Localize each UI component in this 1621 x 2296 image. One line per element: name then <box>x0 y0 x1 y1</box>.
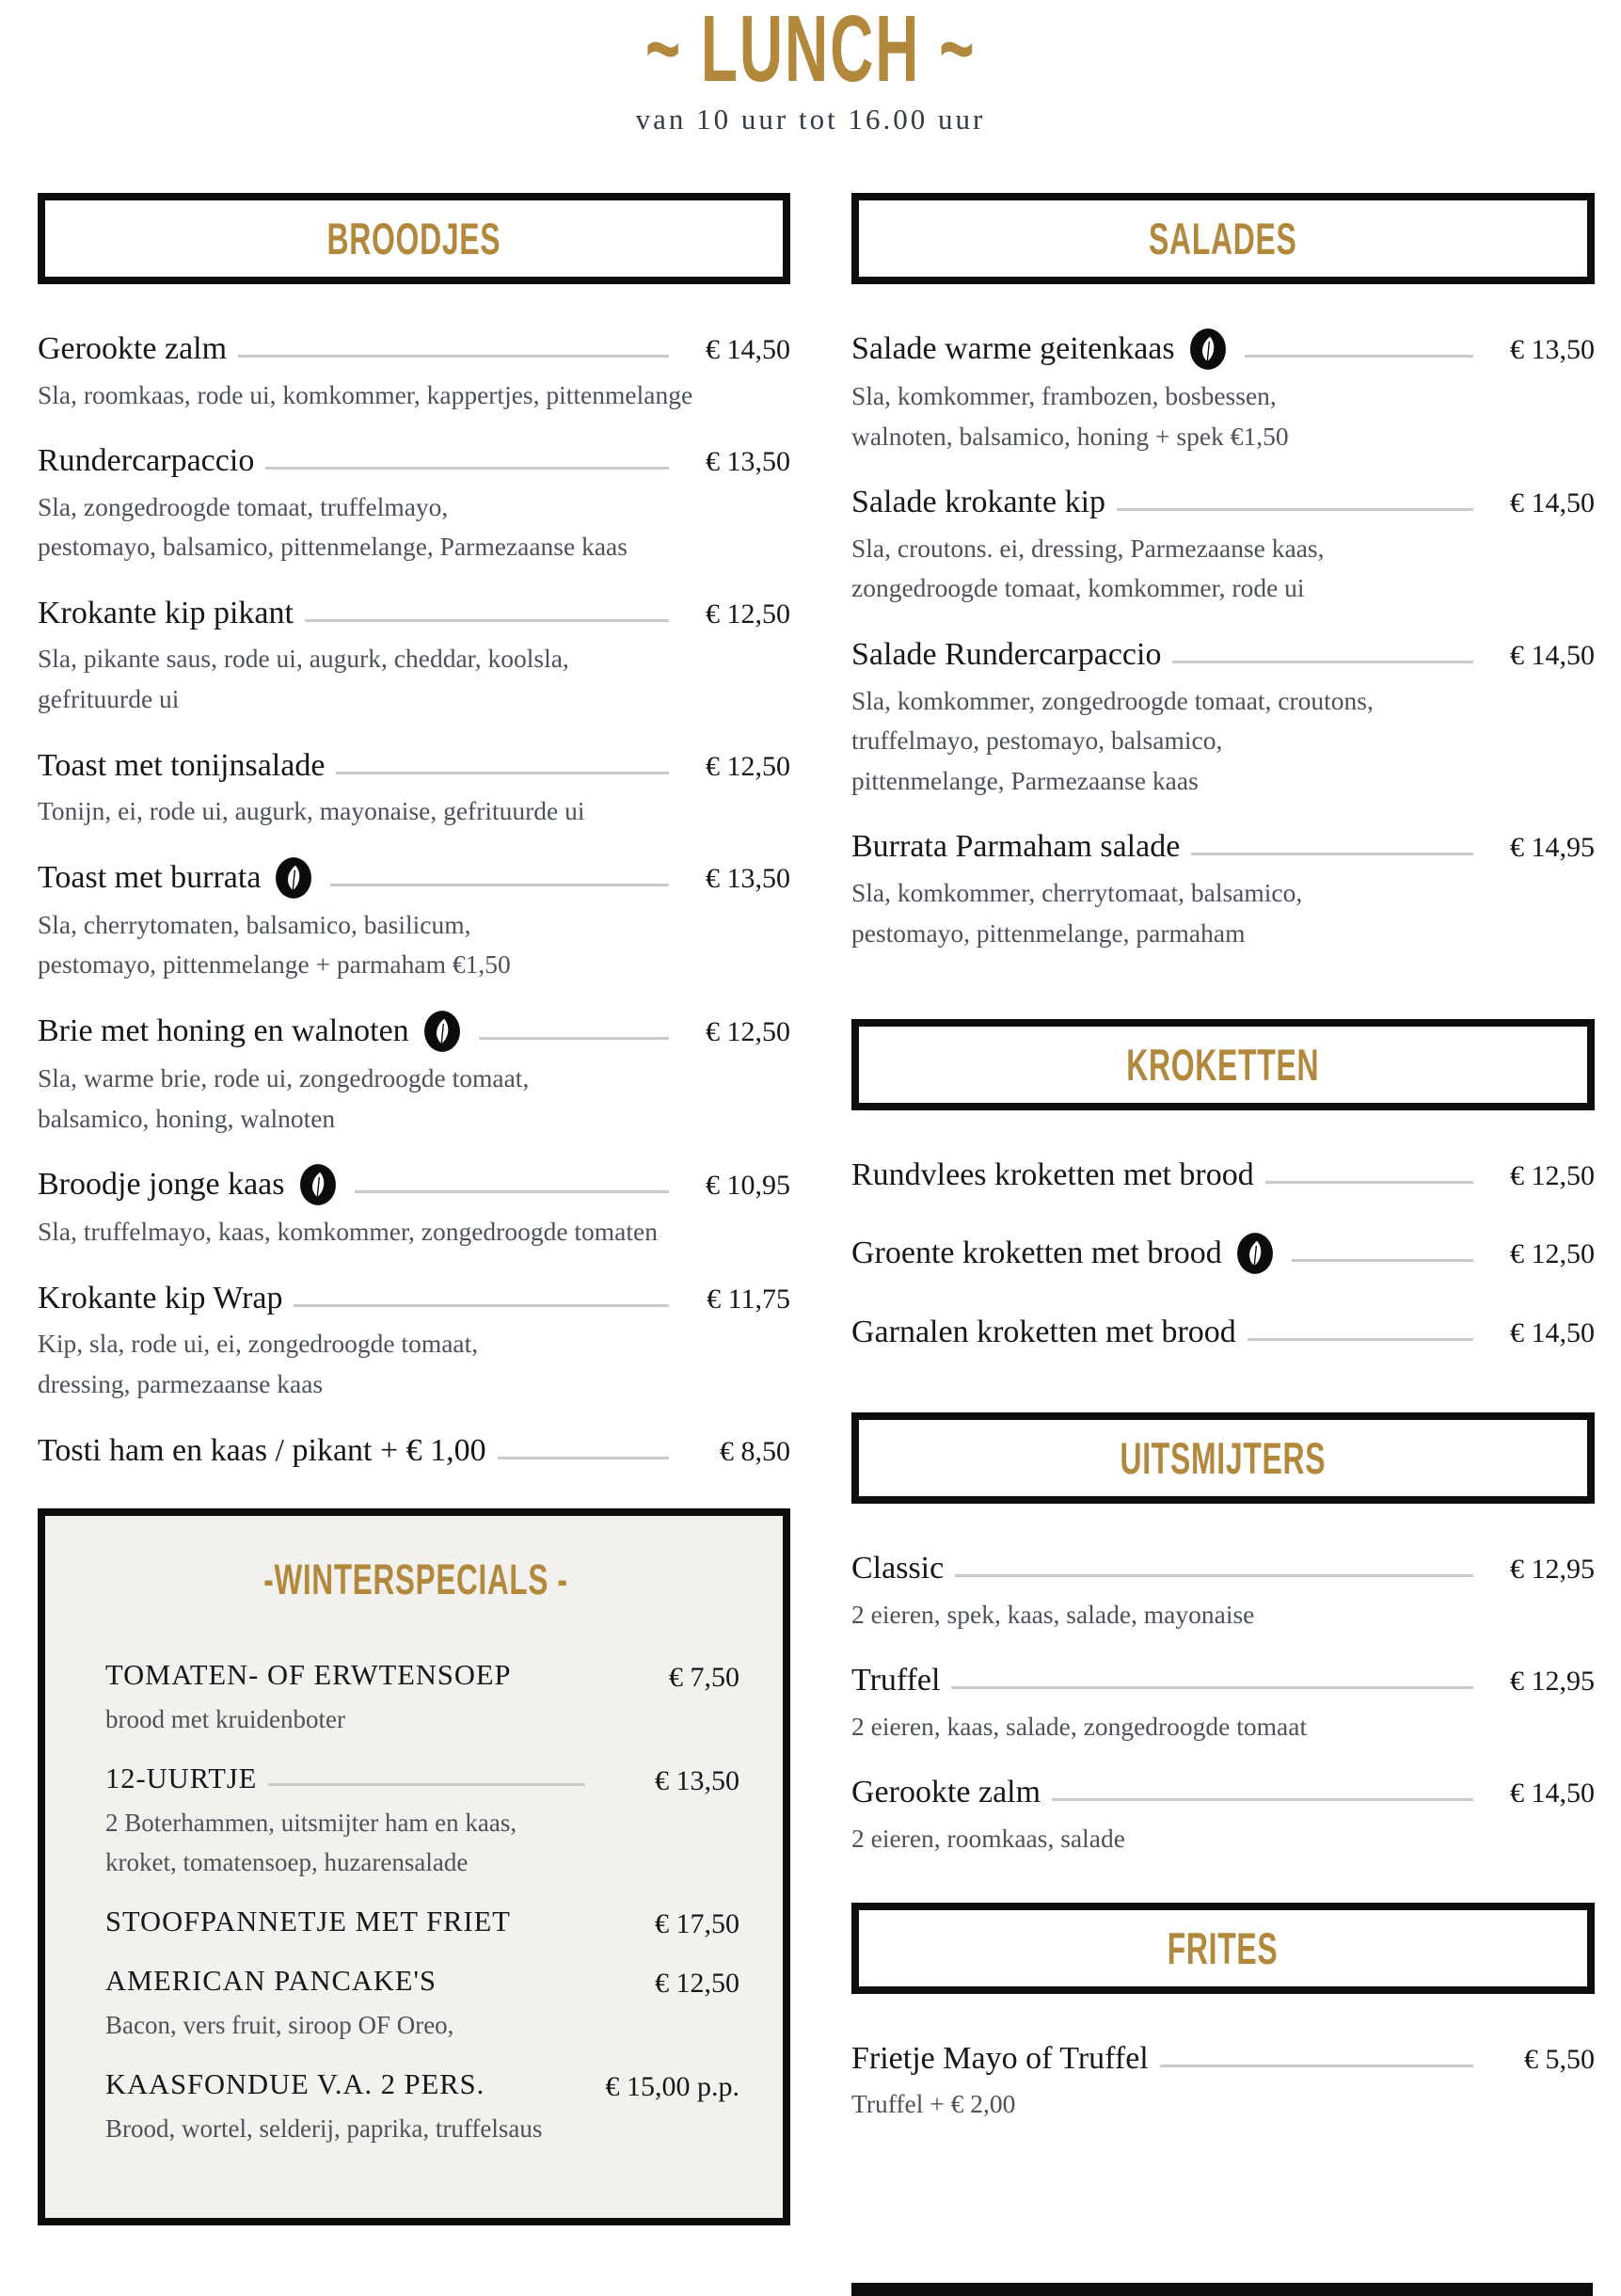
item-price: € 14,50 <box>1510 1778 1595 1810</box>
item-name: TOMATEN- OF ERWTENSOEP <box>105 1659 512 1692</box>
leader-line <box>238 355 669 358</box>
leader-line <box>955 1574 1473 1577</box>
menu-item-row <box>851 1234 1595 1275</box>
item-name: Salade Rundercarpaccio <box>851 637 1162 672</box>
item-name: Classic <box>851 1551 945 1586</box>
leader-line <box>951 1686 1473 1689</box>
section-header-winterspecials <box>92 1555 739 1604</box>
section-frites-items <box>851 2039 1595 2125</box>
menu-item-row <box>851 483 1595 523</box>
menu-item <box>851 329 1595 456</box>
item-name: Gerookte zalm <box>851 1775 1041 1810</box>
leader-line <box>1052 1798 1473 1801</box>
menu-item <box>851 1313 1595 1353</box>
vegetarian-leaf-icon <box>296 1163 340 1206</box>
item-price: € 13,50 <box>1510 334 1595 365</box>
leader-line <box>336 772 669 774</box>
item-name: Krokante kip Wrap <box>38 1280 283 1315</box>
item-name: Krokante kip pikant <box>38 595 294 630</box>
leader-line <box>1245 355 1473 358</box>
section-uitsmijters-items <box>851 1549 1595 1858</box>
menu-item <box>851 1234 1595 1275</box>
menu-item <box>851 1773 1595 1858</box>
item-description: Sla, komkommer, cherrytomaat, balsamico, pestomayo, pittenmelange, parmaham <box>851 877 1303 948</box>
item-description: Brood, wortel, selderij, paprika, truffelsaus <box>105 2113 543 2143</box>
item-description: Tonijn, ei, rode ui, augurk, mayonaise, gefrituurde ui <box>38 796 585 826</box>
section-kroketten-items <box>851 1156 1595 1352</box>
vegetarian-leaf-icon <box>1186 327 1230 371</box>
vegetarian-leaf-icon <box>272 856 315 900</box>
item-description: Sla, warme brie, rode ui, zongedroogde tomaat, balsamico, honing, walnoten <box>38 1063 530 1133</box>
section-header-frites <box>851 1903 1595 1994</box>
item-description: Sla, komkommer, zongedroogde tomaat, croutons, truffelmayo, pestomayo, balsamico, pittenmelange, Parmezaanse kaas <box>851 685 1374 795</box>
section-header-uitsmijters <box>851 1412 1595 1504</box>
menu-item <box>851 827 1595 953</box>
menu-item <box>38 1279 790 1405</box>
leader-line <box>498 1457 669 1459</box>
menu-item-row <box>105 1761 739 1799</box>
item-name: STOOFPANNETJE MET FRIET <box>105 1905 511 1937</box>
section-header-kroketten <box>851 1019 1595 1110</box>
menu-item-row <box>105 2066 739 2105</box>
section-salades-items <box>851 329 1595 953</box>
leader-line <box>294 1304 669 1307</box>
leader-line <box>1292 1259 1473 1262</box>
section-header-salades <box>851 193 1595 284</box>
menu-item <box>38 1431 790 1472</box>
menu-item-row <box>38 1279 790 1319</box>
item-description: Sla, truffelmayo, kaas, komkommer, zongedroogde tomaten <box>38 1217 658 1247</box>
item-price: € 12,50 <box>655 1967 739 1999</box>
vegetarian-leaf-icon <box>421 1010 464 1053</box>
menu-item <box>38 329 790 415</box>
item-name: KAASFONDUE V.A. 2 PERS. <box>105 2067 485 2100</box>
item-description: 2 eieren, kaas, salade, zongedroogde tomaat <box>851 1711 1308 1741</box>
menu-item <box>851 1661 1595 1746</box>
item-description: Sla, cherrytomaten, balsamico, basilicum, pestomayo, pittenmelange + parmaham €1,50 <box>38 909 511 980</box>
leader-line <box>268 1783 585 1786</box>
leader-line <box>265 467 669 470</box>
leader-line <box>1248 1338 1473 1341</box>
item-name: Rundvlees kroketten met brood <box>851 1157 1254 1193</box>
menu-item-row <box>38 858 790 900</box>
item-description: Sla, zongedroogde tomaat, truffelmayo, pestomayo, balsamico, pittenmelange, Parmezaanse kaas <box>38 491 628 562</box>
menu-item-row <box>851 1313 1595 1353</box>
menu-item-row <box>851 329 1595 371</box>
item-price: € 12,50 <box>706 1016 790 1047</box>
menu-item-row <box>38 441 790 482</box>
winterspecials-box <box>38 1508 790 2225</box>
item-name: Gerookte zalm <box>38 331 228 366</box>
item-price: € 13,50 <box>655 1764 739 1796</box>
menu-item <box>38 594 790 720</box>
section-title: UITSMIJTERS <box>1120 1433 1327 1484</box>
item-name: Garnalen kroketten met brood <box>851 1314 1236 1349</box>
menu-item-row <box>851 827 1595 868</box>
item-description: 2 Boterhammen, uitsmijter ham en kaas, kroket, tomatensoep, huzarensalade <box>105 1808 517 1876</box>
item-name: Frietje Mayo of Truffel <box>851 2040 1149 2076</box>
item-name: Truffel <box>851 1663 941 1698</box>
item-name: Rundercarpaccio <box>38 443 255 479</box>
menu-item <box>38 1165 790 1252</box>
menu-item <box>92 1904 739 1942</box>
menu-item <box>851 483 1595 609</box>
menu-item-row <box>851 1549 1595 1589</box>
item-price: € 8,50 <box>720 1435 790 1467</box>
menu-item-row <box>105 1657 739 1696</box>
menu-item <box>92 2066 739 2149</box>
leader-line <box>330 884 669 886</box>
menu-item-row <box>851 2039 1595 2080</box>
section-title: -WINTERSPECIALS - <box>263 1555 568 1604</box>
menu-item <box>92 1963 739 2046</box>
item-price: € 14,50 <box>1510 487 1595 519</box>
menu-item-row <box>851 635 1595 676</box>
item-price: € 14,50 <box>1510 1316 1595 1348</box>
item-price: € 12,95 <box>1510 1666 1595 1698</box>
menu-item <box>92 1761 739 1883</box>
section-header-broodjes <box>38 193 790 284</box>
menu-item <box>38 441 790 567</box>
right-column <box>851 193 1595 2151</box>
item-price: € 14,50 <box>1510 640 1595 671</box>
menu-item-row <box>38 746 790 787</box>
item-price: € 14,95 <box>1510 832 1595 864</box>
item-description: brood met kruidenboter <box>105 1705 345 1734</box>
item-price: € 13,50 <box>706 862 790 894</box>
item-price: € 12,95 <box>1510 1554 1595 1586</box>
section-winterspecials-items <box>92 1657 739 2148</box>
opening-hours: van 10 uur tot 16.00 uur <box>635 103 986 136</box>
menu-item-row <box>38 1012 790 1053</box>
section-title: BROODJES <box>326 214 501 263</box>
page-title: ~ LUNCH ~ <box>644 0 977 102</box>
item-price: € 12,50 <box>1510 1160 1595 1192</box>
item-description: Bacon, vers fruit, siroop OF Oreo, <box>105 2010 454 2039</box>
leader-line <box>1160 2065 1473 2067</box>
item-name: Burrata Parmaham salade <box>851 829 1181 865</box>
item-price: € 5,50 <box>1524 2043 1595 2075</box>
menu-item-row <box>38 1431 790 1472</box>
menu-item-row <box>851 1156 1595 1196</box>
item-price: € 13,50 <box>706 446 790 478</box>
item-price: € 17,50 <box>655 1907 739 1939</box>
item-name: Tosti ham en kaas / pikant + € 1,00 <box>38 1432 486 1468</box>
menu-item-row <box>105 1963 739 2001</box>
item-description: Truffel + € 2,00 <box>851 2089 1016 2118</box>
vegetarian-leaf-icon <box>1233 1232 1277 1275</box>
menu-item <box>851 1549 1595 1634</box>
item-description: Sla, roomkaas, rode ui, komkommer, kappertjes, pittenmelange <box>38 379 693 409</box>
item-description: Sla, croutons. ei, dressing, Parmezaanse kaas, zongedroogde tomaat, komkommer, rode ui <box>851 533 1325 603</box>
menu-item <box>38 858 790 985</box>
item-name: Salade krokante kip <box>851 485 1106 520</box>
menu-item <box>851 2039 1595 2125</box>
menu-item <box>851 635 1595 801</box>
item-name: Toast met burrata <box>38 859 262 895</box>
left-column <box>38 193 790 2225</box>
item-price: € 12,50 <box>1510 1237 1595 1269</box>
item-name: Broodje jonge kaas <box>38 1167 285 1203</box>
menu-item <box>38 746 790 832</box>
leader-line <box>479 1037 669 1040</box>
item-name: 12-UURTJE <box>105 1762 258 1794</box>
item-description: Sla, pikante saus, rode ui, augurk, cheddar, koolsla, gefrituurde ui <box>38 644 569 713</box>
menu-item <box>38 1012 790 1139</box>
item-description: Kip, sla, rode ui, ei, zongedroogde tomaat, dressing, parmezaanse kaas <box>38 1329 479 1398</box>
item-price: € 15,00 p.p. <box>605 2070 739 2102</box>
item-price: € 11,75 <box>707 1283 790 1315</box>
item-name: Salade warme geitenkaas <box>851 331 1175 366</box>
item-description: 2 eieren, spek, kaas, salade, mayonaise <box>851 1599 1255 1629</box>
menu-item-row <box>38 594 790 634</box>
menu-item-row <box>851 1773 1595 1813</box>
item-price: € 10,95 <box>706 1170 790 1202</box>
menu-item <box>92 1657 739 1740</box>
item-name: Toast met tonijnsalade <box>38 747 326 783</box>
section-title: SALADES <box>1149 214 1297 263</box>
menu-header <box>0 0 1621 136</box>
menu-item <box>851 1156 1595 1196</box>
item-description: 2 eieren, roomkaas, salade <box>851 1823 1125 1853</box>
menu-item-row <box>105 1904 739 1942</box>
cutoff-next-section-box-edge <box>851 2283 1593 2296</box>
leader-line <box>1117 508 1473 511</box>
leader-line <box>1191 853 1473 855</box>
item-description: Sla, komkommer, frambozen, bosbessen, walnoten, balsamico, honing + spek €1,50 <box>851 381 1289 451</box>
item-price: € 12,50 <box>706 750 790 782</box>
leader-line <box>1265 1181 1473 1184</box>
leader-line <box>1172 661 1473 663</box>
menu-item-row <box>38 1165 790 1206</box>
item-price: € 7,50 <box>669 1662 739 1694</box>
menu-item-row <box>38 329 790 370</box>
leader-line <box>355 1190 670 1193</box>
menu-item-row <box>851 1661 1595 1701</box>
item-name: Brie met honing en walnoten <box>38 1013 409 1048</box>
section-title: KROKETTEN <box>1126 1040 1320 1091</box>
item-name: AMERICAN PANCAKE'S <box>105 1964 437 1997</box>
leader-line <box>305 619 669 622</box>
item-price: € 12,50 <box>706 598 790 630</box>
section-title: FRITES <box>1168 1922 1279 1973</box>
item-price: € 14,50 <box>706 334 790 365</box>
section-broodjes-items <box>38 329 790 1471</box>
item-name: Groente kroketten met brood <box>851 1235 1222 1270</box>
